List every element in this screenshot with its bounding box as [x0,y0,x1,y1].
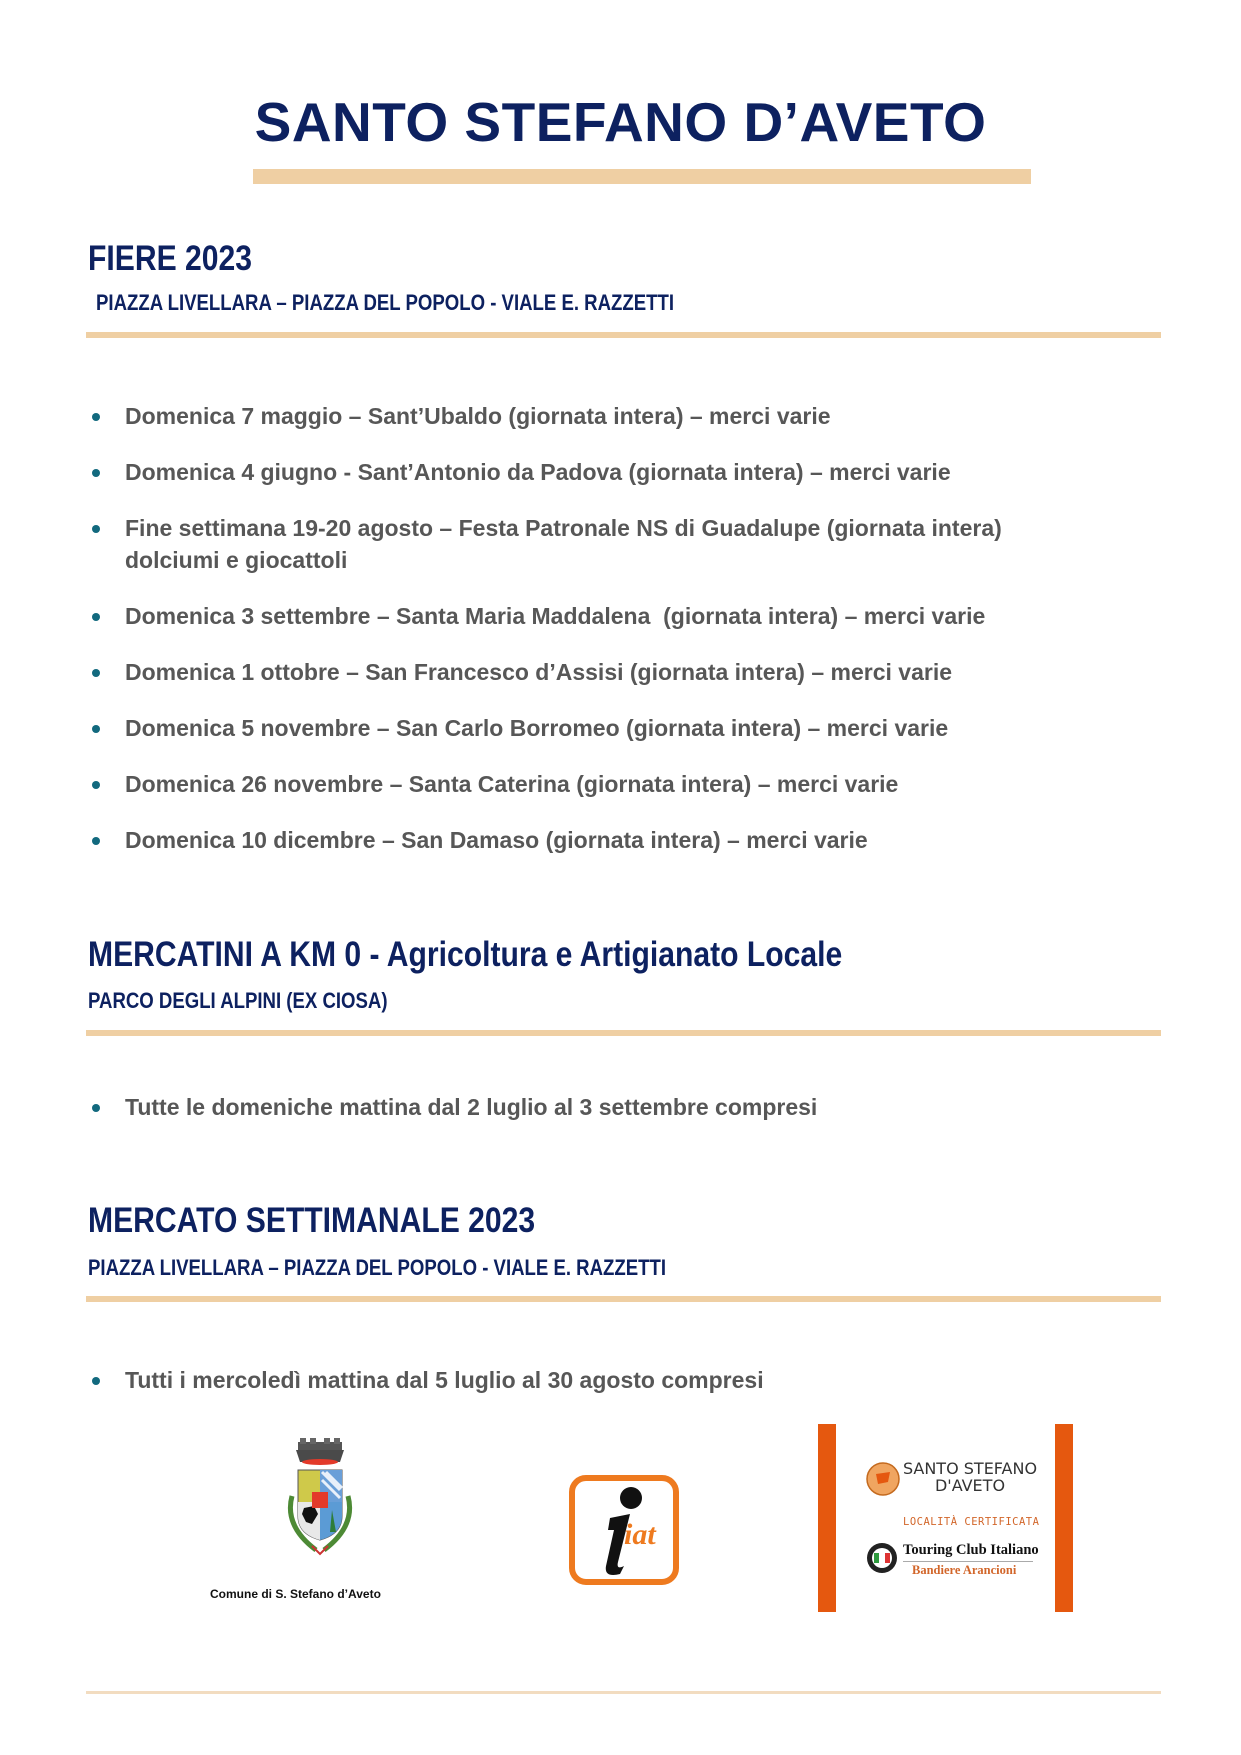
bullet-icon [92,1377,100,1385]
list-item [92,712,1142,744]
cert-title [900,1460,1040,1494]
list-item-text: Domenica 7 maggio – Sant’Ubaldo (giornata intera) – merci varie [125,403,831,429]
list-item [92,456,1142,488]
iat-text: iat [624,1518,656,1551]
coat-of-arms-icon [270,1436,370,1571]
list-item [92,824,1142,856]
list-item [92,1364,1142,1396]
cert-subtitle: LOCALITÀ CERTIFICATA [903,1516,1040,1528]
list-item [92,512,1142,576]
section-heading-fiere: FIERE 2023 [88,239,252,278]
bullet-icon [92,725,100,733]
list-item [92,400,1142,432]
list-item-text: Fine settimana 19-20 agosto – Festa Patronale NS di Guadalupe (giornata intera) [125,515,1002,541]
list-item-text: Domenica 3 settembre – Santa Maria Maddalena (giornata intera) – merci varie [125,603,986,629]
info-point-icon [568,1474,680,1586]
cert-title-line1: SANTO STEFANO [902,1459,1038,1478]
list-item-text: Domenica 5 novembre – San Carlo Borromeo (giornata intera) – merci varie [125,715,949,741]
cert-title-line2: D'AVETO [934,1476,1006,1495]
bullet-icon [92,525,100,533]
bullet-icon [92,781,100,789]
bullet-icon [92,837,100,845]
orange-bar-left [818,1424,836,1612]
bullet-icon [92,1104,100,1112]
section-divider-mercato [86,1296,1161,1302]
section-location-mercato: PIAZZA LIVELLARA – PIAZZA DEL POPOLO - VIALE E. RAZZETTI [88,1255,667,1280]
bullet-icon [92,413,100,421]
bullet-icon [92,469,100,477]
footer-divider [86,1691,1161,1694]
page-title: SANTO STEFANO D’AVETO [254,91,987,153]
list-item-text: Domenica 10 dicembre – San Damaso (giornata intera) – merci varie [125,827,868,853]
section-heading-mercato: MERCATO SETTIMANALE 2023 [88,1201,536,1240]
list-item [92,656,1142,688]
list-item-text: Tutte le domeniche mattina dal 2 luglio al 3 settembre compresi [125,1094,818,1120]
orange-bar-right [1055,1424,1073,1612]
title-divider [253,169,1031,184]
section-divider-mercatini [86,1030,1161,1036]
list-item-text: Domenica 1 ottobre – San Francesco d’Assisi (giornata intera) – merci varie [125,659,953,685]
touring-club-icon [866,1542,898,1574]
comune-caption: Comune di S. Stefano d’Aveto [210,1587,381,1601]
section-heading-mercatini: MERCATINI A KM 0 - Agricoltura e Artigianato Locale [88,935,843,974]
tci-divider [903,1561,1033,1562]
list-item-text: Domenica 4 giugno - Sant’Antonio da Padova (giornata intera) – merci varie [125,459,951,485]
section-location-fiere: PIAZZA LIVELLARA – PIAZZA DEL POPOLO - VIALE E. RAZZETTI [96,290,675,315]
section-location-mercatini: PARCO DEGLI ALPINI (EX CIOSA) [88,988,388,1013]
bullet-icon [92,669,100,677]
bandiera-arancione-icon [866,1462,900,1496]
tci-name: Touring Club Italiano [903,1542,1039,1558]
list-item-text: Tutti i mercoledì mattina dal 5 luglio al 30 agosto compresi [125,1367,764,1393]
list-item [92,600,1142,632]
list-item [92,1091,1142,1123]
list-item-text: Domenica 26 novembre – Santa Caterina (giornata intera) – merci varie [125,771,899,797]
tci-subtitle: Bandiere Arancioni [912,1563,1017,1577]
list-item [92,768,1142,800]
section-divider-fiere [86,332,1161,338]
list-item-text-continuation: dolciumi e giocattoli [125,547,348,573]
bullet-icon [92,613,100,621]
